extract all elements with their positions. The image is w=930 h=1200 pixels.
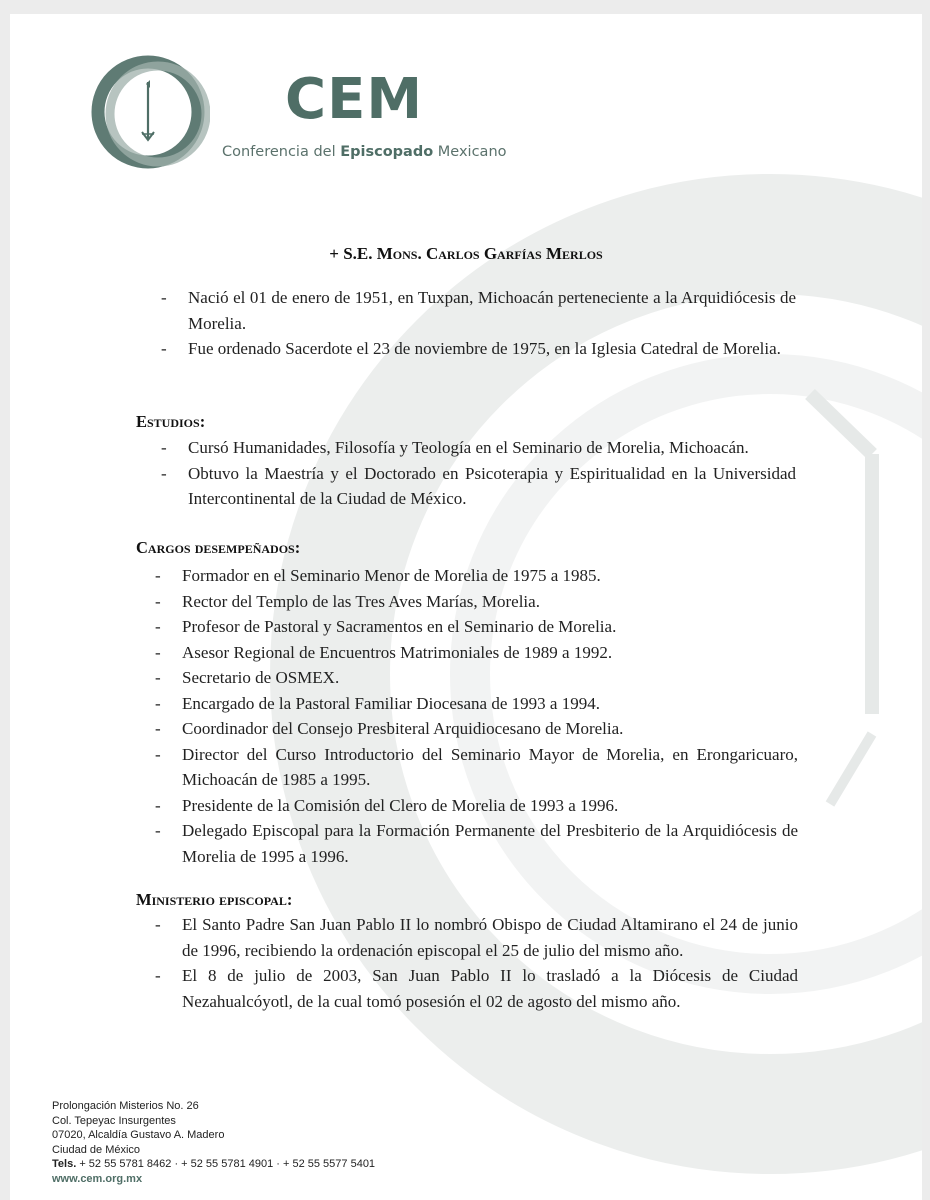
footer-address (52, 1099, 375, 1187)
document-page (10, 14, 922, 1200)
list-dash: - (155, 821, 161, 840)
section-heading-ministerio: Ministerio episcopal: (136, 890, 293, 909)
list-dash: - (155, 566, 161, 585)
list-dash: - (155, 617, 161, 636)
list-item (155, 912, 798, 963)
list-item-text: Coordinador del Consejo Presbiteral Arquidiocesano de Morelia. (182, 719, 624, 738)
list-item-text: El Santo Padre San Juan Pablo II lo nombró Obispo de Ciudad Altamirano el 24 de junio de 1996, recibiendo la ordenación episcopal el 25 de julio del mismo año. (182, 915, 798, 960)
list-item-text: Obtuvo la Maestría y el Doctorado en Psicoterapia y Espiritualidad en la Universidad Intercontinental de la Ciudad de México. (188, 463, 796, 508)
list-item-text: Secretario de OSMEX. (182, 668, 340, 687)
list-item (161, 285, 796, 336)
list-item-text: Director del Curso Introductorio del Seminario Mayor de Morelia, en Erongaricuaro, Michoacán de 1985 a 1995. (182, 744, 798, 789)
list-item-text: Encargado de la Pastoral Familiar Diocesana de 1993 a 1994. (182, 693, 600, 713)
list-item (155, 716, 798, 742)
logo-subtitle (222, 144, 507, 160)
list-dash: - (155, 693, 161, 713)
list-item (155, 640, 798, 666)
section-heading-cargos: Cargos desempeñados: (136, 538, 301, 557)
estudios-list (161, 435, 796, 512)
list-item (155, 563, 798, 589)
footer-website-link[interactable]: www.cem.org.mx (52, 1172, 143, 1185)
list-item-text: Nació el 01 de enero de 1951, en Tuxpan, Michoacán perteneciente a la Arquidiócesis de Morelia. (188, 288, 796, 333)
list-dash: - (161, 288, 167, 307)
list-dash: - (155, 795, 161, 815)
cem-emblem-icon (90, 54, 210, 174)
footer-phones (52, 1157, 375, 1172)
logo-subtitle-bold: Episcopado (340, 144, 434, 160)
footer-line: Ciudad de México (52, 1143, 141, 1156)
list-dash: - (155, 591, 161, 611)
list-dash: - (155, 642, 161, 662)
intro-list (161, 285, 796, 362)
list-item (161, 461, 796, 512)
list-item (155, 665, 798, 691)
list-item-text: Presidente de la Comisión del Clero de Morelia de 1993 a 1996. (182, 795, 619, 815)
list-item (155, 742, 798, 793)
list-dash: - (155, 915, 161, 934)
list-dash: - (161, 463, 167, 483)
list-dash: - (155, 966, 161, 985)
cargos-list (155, 563, 798, 869)
list-item (161, 336, 796, 362)
list-item (155, 818, 798, 869)
list-item (155, 963, 798, 1014)
list-item (161, 435, 796, 461)
list-item-text: Asesor Regional de Encuentros Matrimoniales de 1989 a 1992. (182, 642, 613, 662)
ministerio-list (155, 912, 798, 1014)
cem-logo (90, 54, 530, 174)
footer-tel-numbers: + 52 55 5781 8462 · + 52 55 5781 4901 · + 52 55 5577 5401 (76, 1158, 376, 1171)
logo-subtitle-end: Mexicano (433, 144, 507, 160)
footer-tel-label: Tels. (52, 1158, 77, 1171)
list-item-text: Cursó Humanidades, Filosofía y Teología en el Seminario de Morelia, Michoacán. (188, 438, 749, 457)
document-title: + S.E. Mons. Carlos Garfías Merlos (329, 244, 603, 263)
list-dash: - (155, 744, 161, 764)
footer-line: Col. Tepeyac Insurgentes (52, 1114, 176, 1127)
list-item-text: Rector del Templo de las Tres Aves Marías, Morelia. (182, 591, 540, 611)
list-item (155, 614, 798, 640)
list-item-text: Profesor de Pastoral y Sacramentos en el Seminario de Morelia. (182, 617, 617, 636)
section-heading-estudios: Estudios: (136, 412, 206, 431)
list-item (155, 691, 798, 717)
footer-line: Prolongación Misterios No. 26 (52, 1100, 199, 1112)
list-item-text: Delegado Episcopal para la Formación Permanente del Presbiterio de la Arquidiócesis de Morelia de 1995 a 1996. (182, 821, 798, 866)
list-item-text: Formador en el Seminario Menor de Morelia de 1975 a 1985. (182, 566, 601, 585)
list-dash: - (155, 719, 161, 738)
list-dash: - (161, 438, 167, 457)
logo-subtitle-start: Conferencia del (222, 144, 341, 160)
list-item (155, 589, 798, 615)
logo-title: CEM (285, 67, 424, 132)
footer-line: 07020, Alcaldía Gustavo A. Madero (52, 1129, 225, 1142)
list-item (155, 793, 798, 819)
list-dash: - (155, 668, 161, 687)
list-dash: - (161, 339, 167, 358)
list-item-text: El 8 de julio de 2003, San Juan Pablo II lo trasladó a la Diócesis de Ciudad Nezahualcóyotl, de la cual tomó posesión el 02 de agosto del mismo año. (182, 966, 798, 1011)
list-item-text: Fue ordenado Sacerdote el 23 de noviembre de 1975, en la Iglesia Catedral de Morelia. (188, 339, 781, 358)
